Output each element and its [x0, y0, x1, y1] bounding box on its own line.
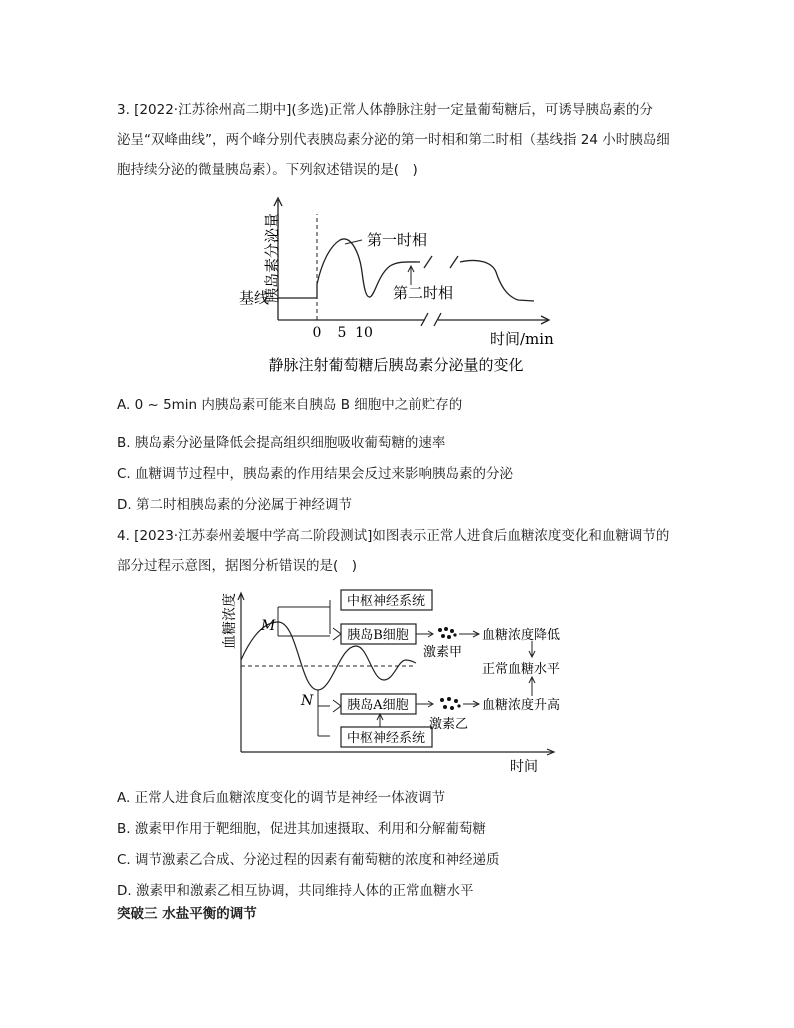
q3-phase2-label: 第二时相	[393, 284, 454, 302]
q3-phase1-label: 第一时相	[367, 231, 428, 249]
q4-stem-line2: 部分过程示意图，据图分析错误的是( )	[117, 558, 358, 574]
q3-baseline-label: 基线	[239, 289, 270, 307]
q3-xtick-5: 5	[337, 325, 347, 341]
q3-option-b: B. 胰岛素分泌量降低会提高组织细胞吸收葡萄糖的速率	[117, 435, 446, 451]
q3-option-c: C. 血糖调节过程中，胰岛素的作用结果会反过来影响胰岛素的分泌	[117, 466, 514, 482]
q4-increase-label: 血糖浓度升高	[482, 698, 561, 713]
q3-figure	[230, 190, 570, 380]
q4-figure	[222, 584, 588, 778]
q3-curve-part2	[460, 260, 534, 301]
q3-option-d: D. 第二时相胰岛素的分泌属于神经调节	[117, 497, 352, 513]
q4-cns-top-label: 中枢神经系统	[346, 594, 426, 609]
q3-option-a: A. 0 ~ 5min 内胰岛素可能来自胰岛 B 细胞中之前贮存的	[117, 397, 463, 413]
q4-hormone-a-label: 激素甲	[423, 645, 463, 660]
q4-option-d: D. 激素甲和激素乙相互协调，共同维持人体的正常血糖水平	[117, 883, 474, 899]
q4-option-b: B. 激素甲作用于靶细胞，促进其加速摄取、利用和分解葡萄糖	[117, 821, 486, 837]
q3-y-label: 胰岛素分泌量	[263, 212, 281, 304]
q4-option-a: A. 正常人进食后血糖浓度变化的调节是神经一体液调节	[117, 790, 446, 806]
q4-label-m: M	[261, 618, 276, 634]
q4-hormone-b-label: 激素乙	[429, 717, 469, 732]
q3-stem-line2: 泌呈“双峰曲线”，两个峰分别代表胰岛素分泌的第一时相和第二时相（基线指 24 小时胰岛细	[117, 132, 670, 148]
q4-islet-b-label: 胰岛B细胞	[347, 628, 409, 643]
q4-hormone-a-dots	[438, 627, 457, 639]
q4-cns-bottom-label: 中枢神经系统	[346, 731, 426, 746]
q4-y-label: 血糖浓度	[222, 593, 238, 649]
q4-label-n: N	[301, 693, 314, 709]
q3-x-label: 时间/min	[490, 330, 554, 348]
q3-stem-line1: 3. [2022·江苏徐州高二期中](多选)正常人体静脉注射一定量葡萄糖后，可诱导胰岛素的分	[117, 102, 653, 118]
q3-xtick-0: 0	[312, 325, 322, 341]
q4-hormone-b-dots	[440, 697, 461, 710]
q3-caption: 静脉注射葡萄糖后胰岛素分泌量的变化	[268, 356, 524, 374]
q4-islet-a-label: 胰岛A细胞	[347, 698, 409, 713]
q4-normal-label: 正常血糖水平	[482, 662, 561, 677]
q4-x-label: 时间	[510, 759, 538, 775]
q4-option-c: C. 调节激素乙合成、分泌过程的因素有葡萄糖的浓度和神经递质	[117, 852, 500, 868]
q4-stem-line1: 4. [2023·江苏泰州姜堰中学高二阶段测试]如图表示正常人进食后血糖浓度变化和血糖调节的	[117, 528, 670, 544]
section-heading: 突破三 水盐平衡的调节	[117, 906, 257, 922]
q3-stem-line3: 胞持续分泌的微量胰岛素）。下列叙述错误的是( )	[117, 162, 418, 178]
q4-decrease-label: 血糖浓度降低	[482, 628, 561, 643]
q3-xtick-10: 10	[355, 325, 373, 341]
